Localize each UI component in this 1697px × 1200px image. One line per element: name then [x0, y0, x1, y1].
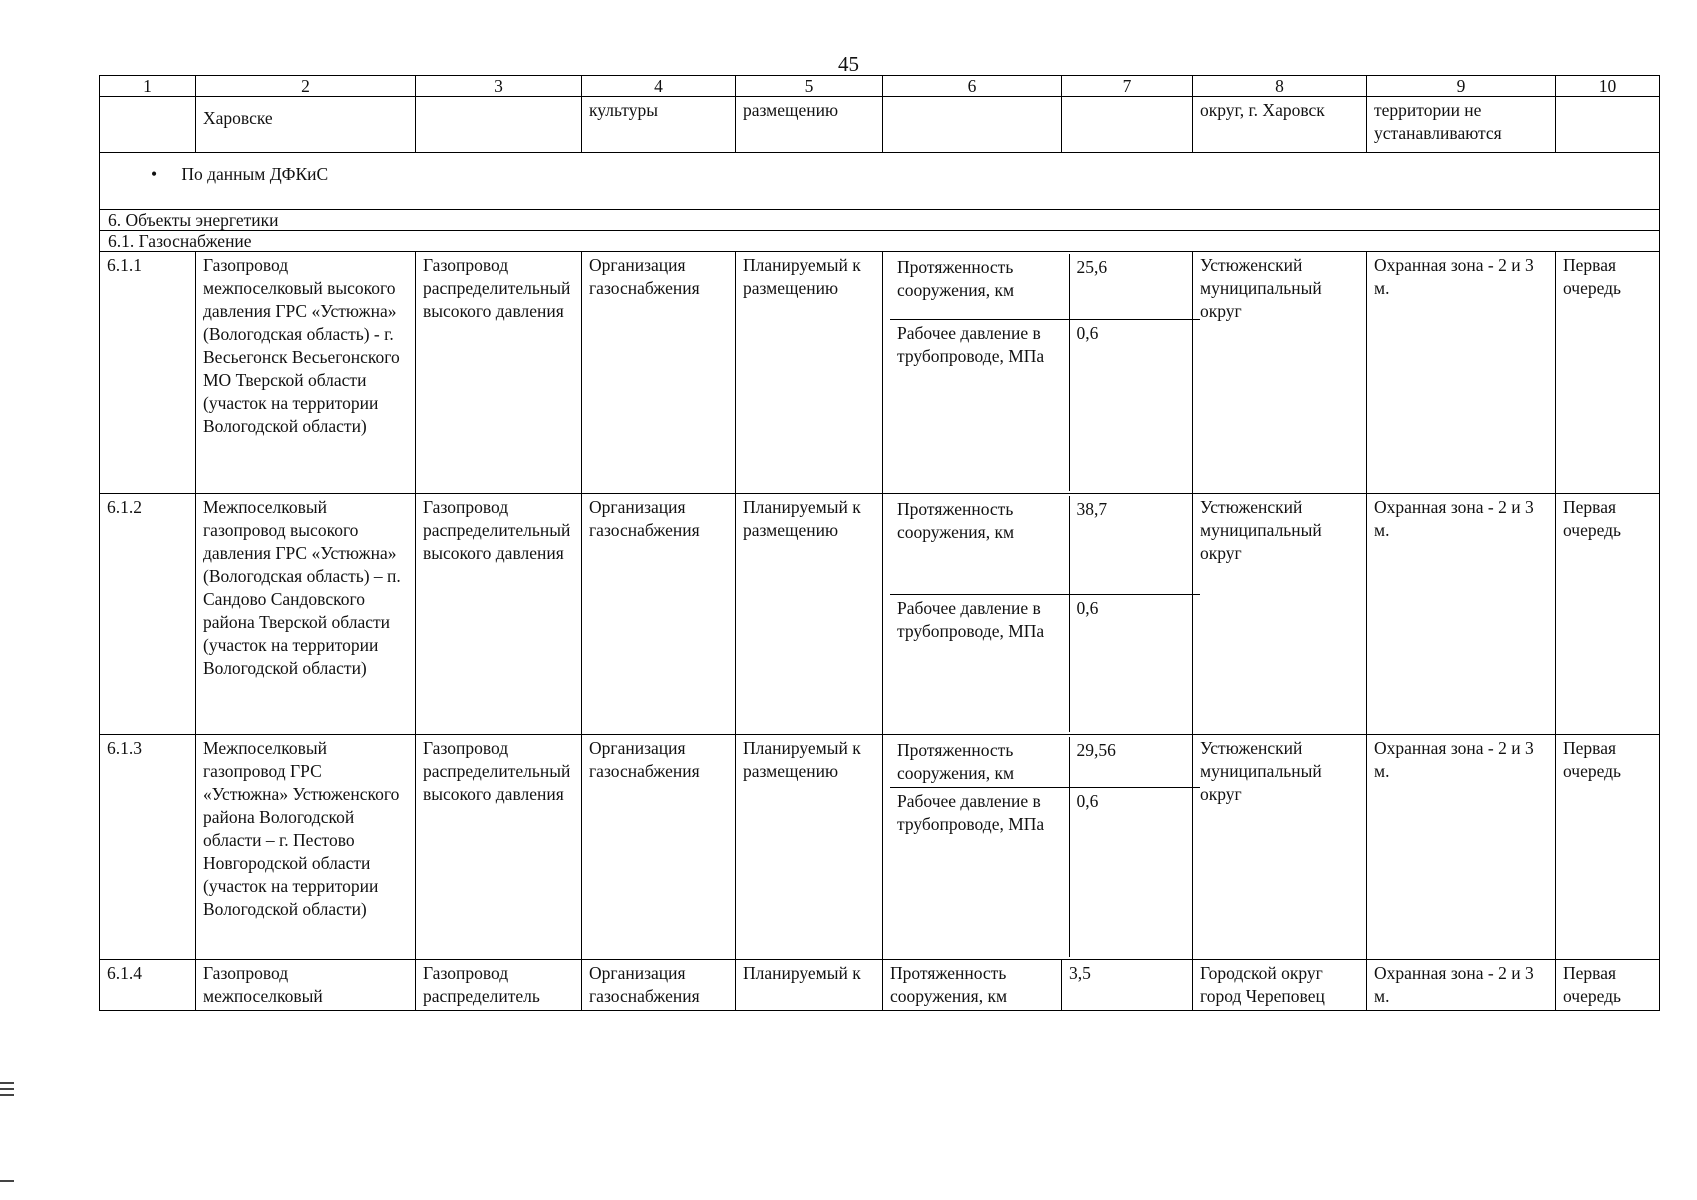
scan-edge-mark [0, 1082, 14, 1084]
object-name: Межпоселковый газопровод высокого давления ГРС «Устюжна» (Вологодская область) – п. Сандово Сандовского района Тверской области (участок на территории Вологодской области) [196, 494, 416, 735]
row-number: 6.1.2 [100, 494, 196, 735]
section-heading: 6. Объекты энергетики [100, 210, 1660, 231]
protection-zone: Охранная зона - 2 и 3 м. [1367, 494, 1556, 735]
table-cell: Харовске [196, 97, 416, 153]
objects-table [99, 75, 1660, 1011]
params-cell [883, 252, 1193, 494]
param-value: 29,56 [1069, 737, 1200, 788]
object-type: Газопровод распределитель [416, 959, 582, 1010]
param-name: Рабочее давление в трубопроводе, МПа [890, 788, 1069, 957]
param-name: Протяженность сооружения, км [890, 254, 1069, 319]
column-number: 3 [416, 76, 582, 97]
note-row [100, 153, 1660, 210]
table-cell [1556, 97, 1660, 153]
column-number: 9 [1367, 76, 1556, 97]
row-number: 6.1.1 [100, 252, 196, 494]
table-row [100, 494, 1660, 735]
table-row [100, 959, 1660, 1010]
object-name: Межпоселковый газопровод ГРС «Устюжна» Устюженского района Вологодской области – г. Пестово Новгородской области (участок на территории Вологодской области) [196, 735, 416, 960]
params-cell [883, 735, 1193, 960]
table-row [100, 252, 1660, 494]
param-name: Протяженность сооружения, км [890, 737, 1069, 788]
scan-edge-mark [0, 1094, 14, 1096]
object-status: Планируемый к размещению [736, 735, 883, 960]
param-value: 0,6 [1076, 322, 1099, 343]
object-name: Газопровод межпоселковый высокого давления ГРС «Устюжна» (Вологодская область) - г. Весьегонск Весьегонского МО Тверской области (участок на территории Вологодской области) [196, 252, 416, 494]
table-cell: округ, г. Харовск [1193, 97, 1367, 153]
implementation-stage: Первая очередь [1556, 735, 1660, 960]
continuation-row [100, 97, 1660, 153]
protection-zone: Охранная зона - 2 и 3 м. [1367, 252, 1556, 494]
object-name: Газопровод межпоселковый [196, 959, 416, 1010]
column-number: 7 [1062, 76, 1193, 97]
table-row [100, 735, 1660, 960]
protection-zone: Охранная зона - 2 и 3 м. [1367, 959, 1556, 1010]
param-value: 3,5 [1062, 959, 1193, 1010]
implementation-stage: Первая очередь [1556, 959, 1660, 1010]
object-location: Городской округ город Череповец [1193, 959, 1367, 1010]
table-cell: культуры [582, 97, 736, 153]
object-location: Устюженский муниципальный округ [1193, 252, 1367, 494]
table-cell [416, 97, 582, 153]
object-type: Газопровод распределительный высокого давления [416, 252, 582, 494]
object-purpose: Организация газоснабжения [582, 735, 736, 960]
object-purpose: Организация газоснабжения [582, 959, 736, 1010]
param-name: Протяженность сооружения, км [890, 496, 1069, 594]
object-purpose: Организация газоснабжения [582, 494, 736, 735]
implementation-stage: Первая очередь [1556, 494, 1660, 735]
object-type: Газопровод распределительный высокого давления [416, 494, 582, 735]
table-cell: размещению [736, 97, 883, 153]
column-number: 10 [1556, 76, 1660, 97]
column-numbers-row [100, 76, 1660, 97]
source-note [100, 153, 1660, 210]
row-number: 6.1.3 [100, 735, 196, 960]
bullet-icon: • [151, 164, 158, 184]
param-name: Рабочее давление в трубопроводе, МПа [890, 319, 1069, 491]
param-value: 38,7 [1069, 496, 1200, 594]
column-number: 5 [736, 76, 883, 97]
object-location: Устюженский муниципальный округ [1193, 494, 1367, 735]
scan-edge-mark [0, 1180, 14, 1182]
param-name: Протяженность сооружения, км [883, 959, 1062, 1010]
note-text: По данным ДФКиС [181, 164, 329, 184]
column-number: 8 [1193, 76, 1367, 97]
section-row [100, 210, 1660, 231]
table-cell [100, 97, 196, 153]
param-name: Рабочее давление в трубопроводе, МПа [890, 594, 1069, 732]
row-number: 6.1.4 [100, 959, 196, 1010]
object-purpose: Организация газоснабжения [582, 252, 736, 494]
param-value: 25,6 [1069, 254, 1200, 319]
param-value: 0,6 [1076, 597, 1099, 618]
object-status: Планируемый к размещению [736, 494, 883, 735]
column-number: 2 [196, 76, 416, 97]
table-cell [883, 97, 1062, 153]
implementation-stage: Первая очередь [1556, 252, 1660, 494]
object-status: Планируемый к размещению [736, 252, 883, 494]
object-location: Устюженский муниципальный округ [1193, 735, 1367, 960]
protection-zone: Охранная зона - 2 и 3 м. [1367, 735, 1556, 960]
page-number: 45 [838, 52, 859, 76]
table-cell [1062, 97, 1193, 153]
column-number: 1 [100, 76, 196, 97]
object-type: Газопровод распределительный высокого давления [416, 735, 582, 960]
params-cell [883, 494, 1193, 735]
table-cell: территории не устанавливаются [1367, 97, 1556, 153]
object-status: Планируемый к [736, 959, 883, 1010]
param-value: 0,6 [1076, 791, 1099, 811]
subsection-row [100, 231, 1660, 252]
column-number: 4 [582, 76, 736, 97]
column-number: 6 [883, 76, 1062, 97]
subsection-heading: 6.1. Газоснабжение [100, 231, 1660, 252]
scan-edge-mark [0, 1088, 14, 1090]
